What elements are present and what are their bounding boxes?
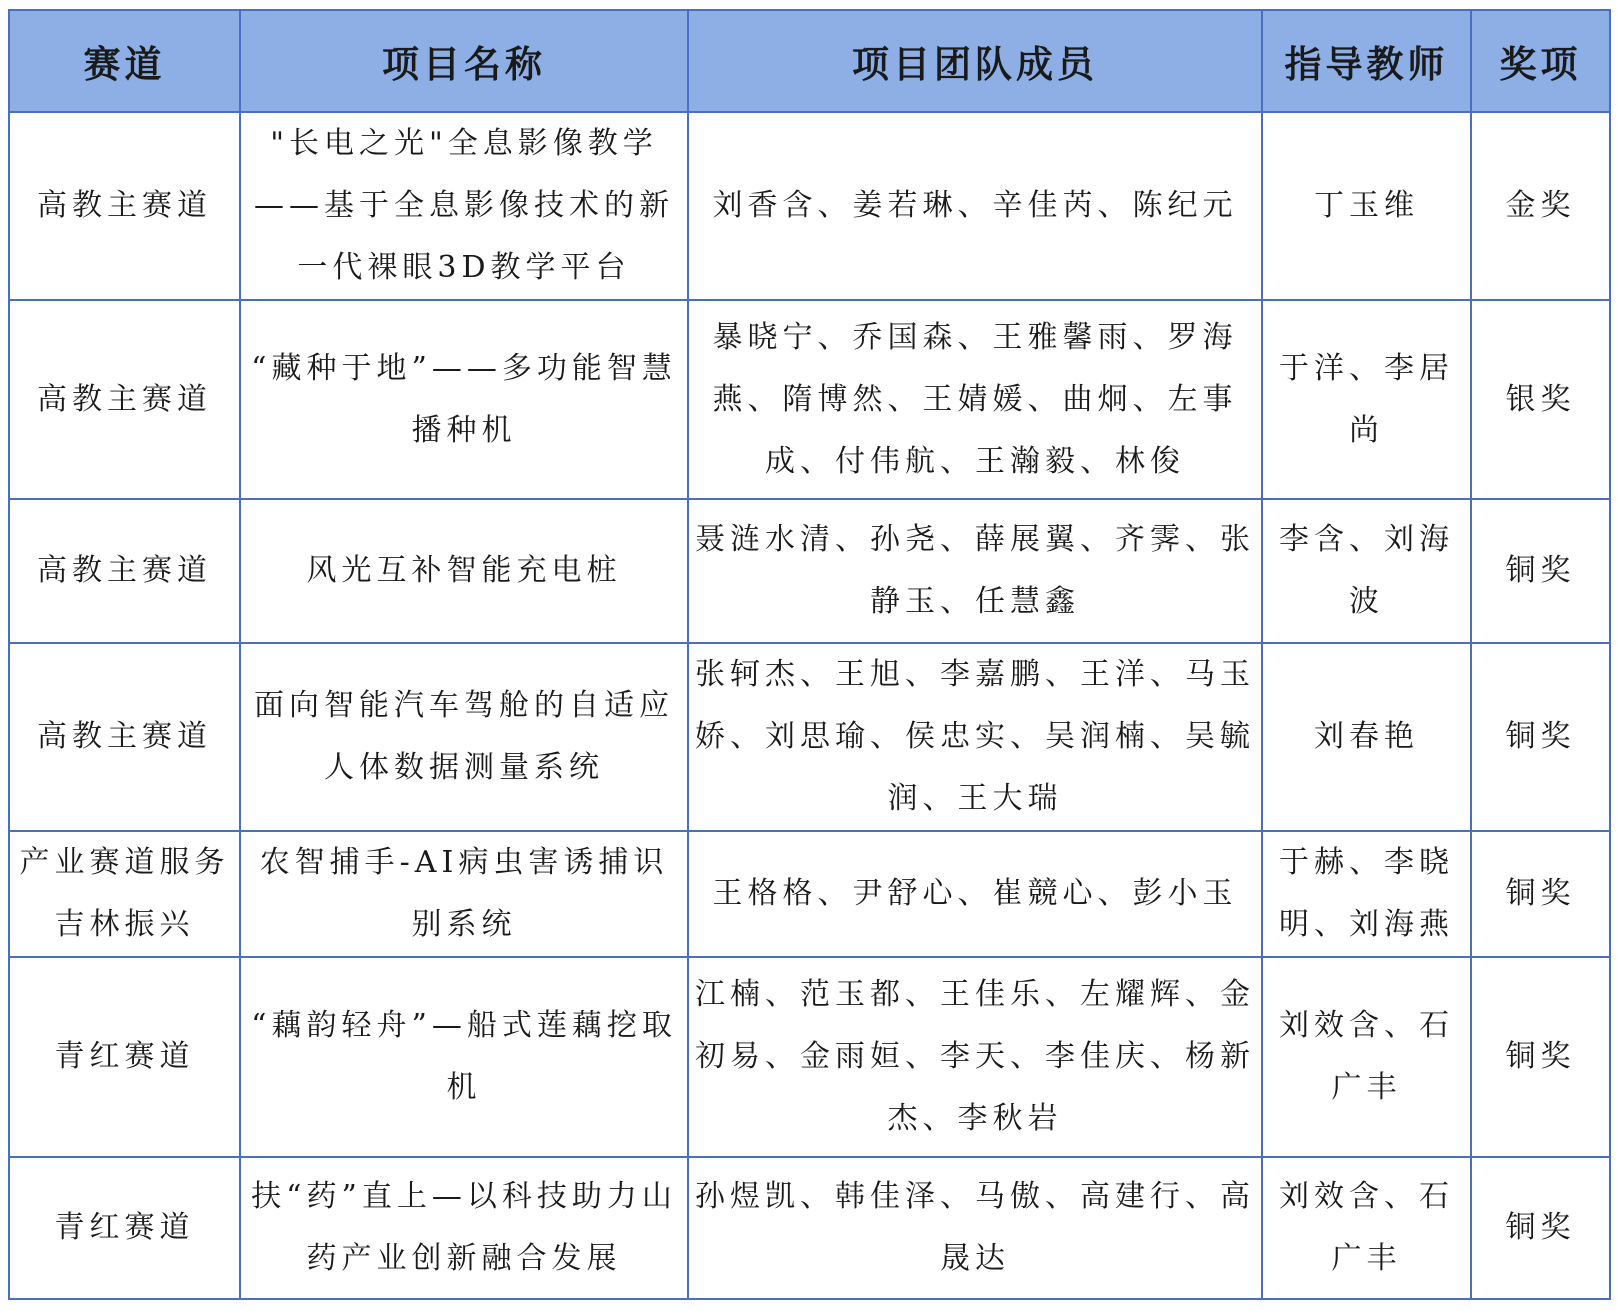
table-row: [9, 112, 1610, 300]
cell-members: 王格格、尹舒心、崔競心、彭小玉: [688, 831, 1262, 957]
header-advisor: 指导教师: [1262, 10, 1471, 112]
cell-project: 扶“药”直上—以科技助力山药产业创新融合发展: [240, 1157, 688, 1299]
cell-award: 金奖: [1471, 112, 1610, 300]
table-row: [9, 499, 1610, 643]
cell-track: 高教主赛道: [9, 499, 240, 643]
table-row: [9, 300, 1610, 499]
cell-award: 铜奖: [1471, 499, 1610, 643]
header-award: 奖项: [1471, 10, 1610, 112]
cell-advisor: 刘效含、石广丰: [1262, 1157, 1471, 1299]
cell-members: 暴晓宁、乔国森、王雅馨雨、罗海燕、隋博然、王婧媛、曲炯、左事成、付伟航、王瀚毅、林俊: [688, 300, 1262, 499]
cell-track: 高教主赛道: [9, 112, 240, 300]
cell-track: 青红赛道: [9, 957, 240, 1157]
cell-members: 孙煜凯、韩佳泽、马傲、高建行、高晟达: [688, 1157, 1262, 1299]
cell-award: 铜奖: [1471, 1157, 1610, 1299]
cell-advisor: 于洋、李居尚: [1262, 300, 1471, 499]
cell-project: 风光互补智能充电桩: [240, 499, 688, 643]
cell-members: 江楠、范玉都、王佳乐、左耀辉、金初易、金雨姮、李天、李佳庆、杨新杰、李秋岩: [688, 957, 1262, 1157]
cell-award: 银奖: [1471, 300, 1610, 499]
cell-advisor: 李含、刘海波: [1262, 499, 1471, 643]
cell-project: “藏种于地”——多功能智慧播种机: [240, 300, 688, 499]
cell-award: 铜奖: [1471, 957, 1610, 1157]
table-row: [9, 643, 1610, 831]
cell-members: 聂涟水清、孙尧、薛展翼、齐霁、张静玉、任慧鑫: [688, 499, 1262, 643]
awards-table: [8, 9, 1611, 1300]
table-row: [9, 831, 1610, 957]
cell-members: 刘香含、姜若琳、辛佳芮、陈纪元: [688, 112, 1262, 300]
cell-advisor: 刘效含、石广丰: [1262, 957, 1471, 1157]
table-row: [9, 957, 1610, 1157]
cell-award: 铜奖: [1471, 643, 1610, 831]
cell-track: 产业赛道服务吉林振兴: [9, 831, 240, 957]
cell-members: 张轲杰、王旭、李嘉鹏、王洋、马玉娇、刘思瑜、侯忠实、吴润楠、吴毓润、王大瑞: [688, 643, 1262, 831]
table-row: [9, 1157, 1610, 1299]
cell-project: 面向智能汽车驾舱的自适应人体数据测量系统: [240, 643, 688, 831]
header-members: 项目团队成员: [688, 10, 1262, 112]
cell-track: 高教主赛道: [9, 643, 240, 831]
cell-project: "长电之光"全息影像教学——基于全息影像技术的新一代裸眼3D教学平台: [240, 112, 688, 300]
cell-project: 农智捕手-AI病虫害诱捕识别系统: [240, 831, 688, 957]
header-project: 项目名称: [240, 10, 688, 112]
cell-track: 高教主赛道: [9, 300, 240, 499]
table-header-row: [9, 10, 1610, 112]
cell-advisor: 刘春艳: [1262, 643, 1471, 831]
cell-advisor: 于赫、李晓明、刘海燕: [1262, 831, 1471, 957]
header-track: 赛道: [9, 10, 240, 112]
cell-advisor: 丁玉维: [1262, 112, 1471, 300]
cell-track: 青红赛道: [9, 1157, 240, 1299]
cell-award: 铜奖: [1471, 831, 1610, 957]
cell-project: “藕韵轻舟”—船式莲藕挖取机: [240, 957, 688, 1157]
